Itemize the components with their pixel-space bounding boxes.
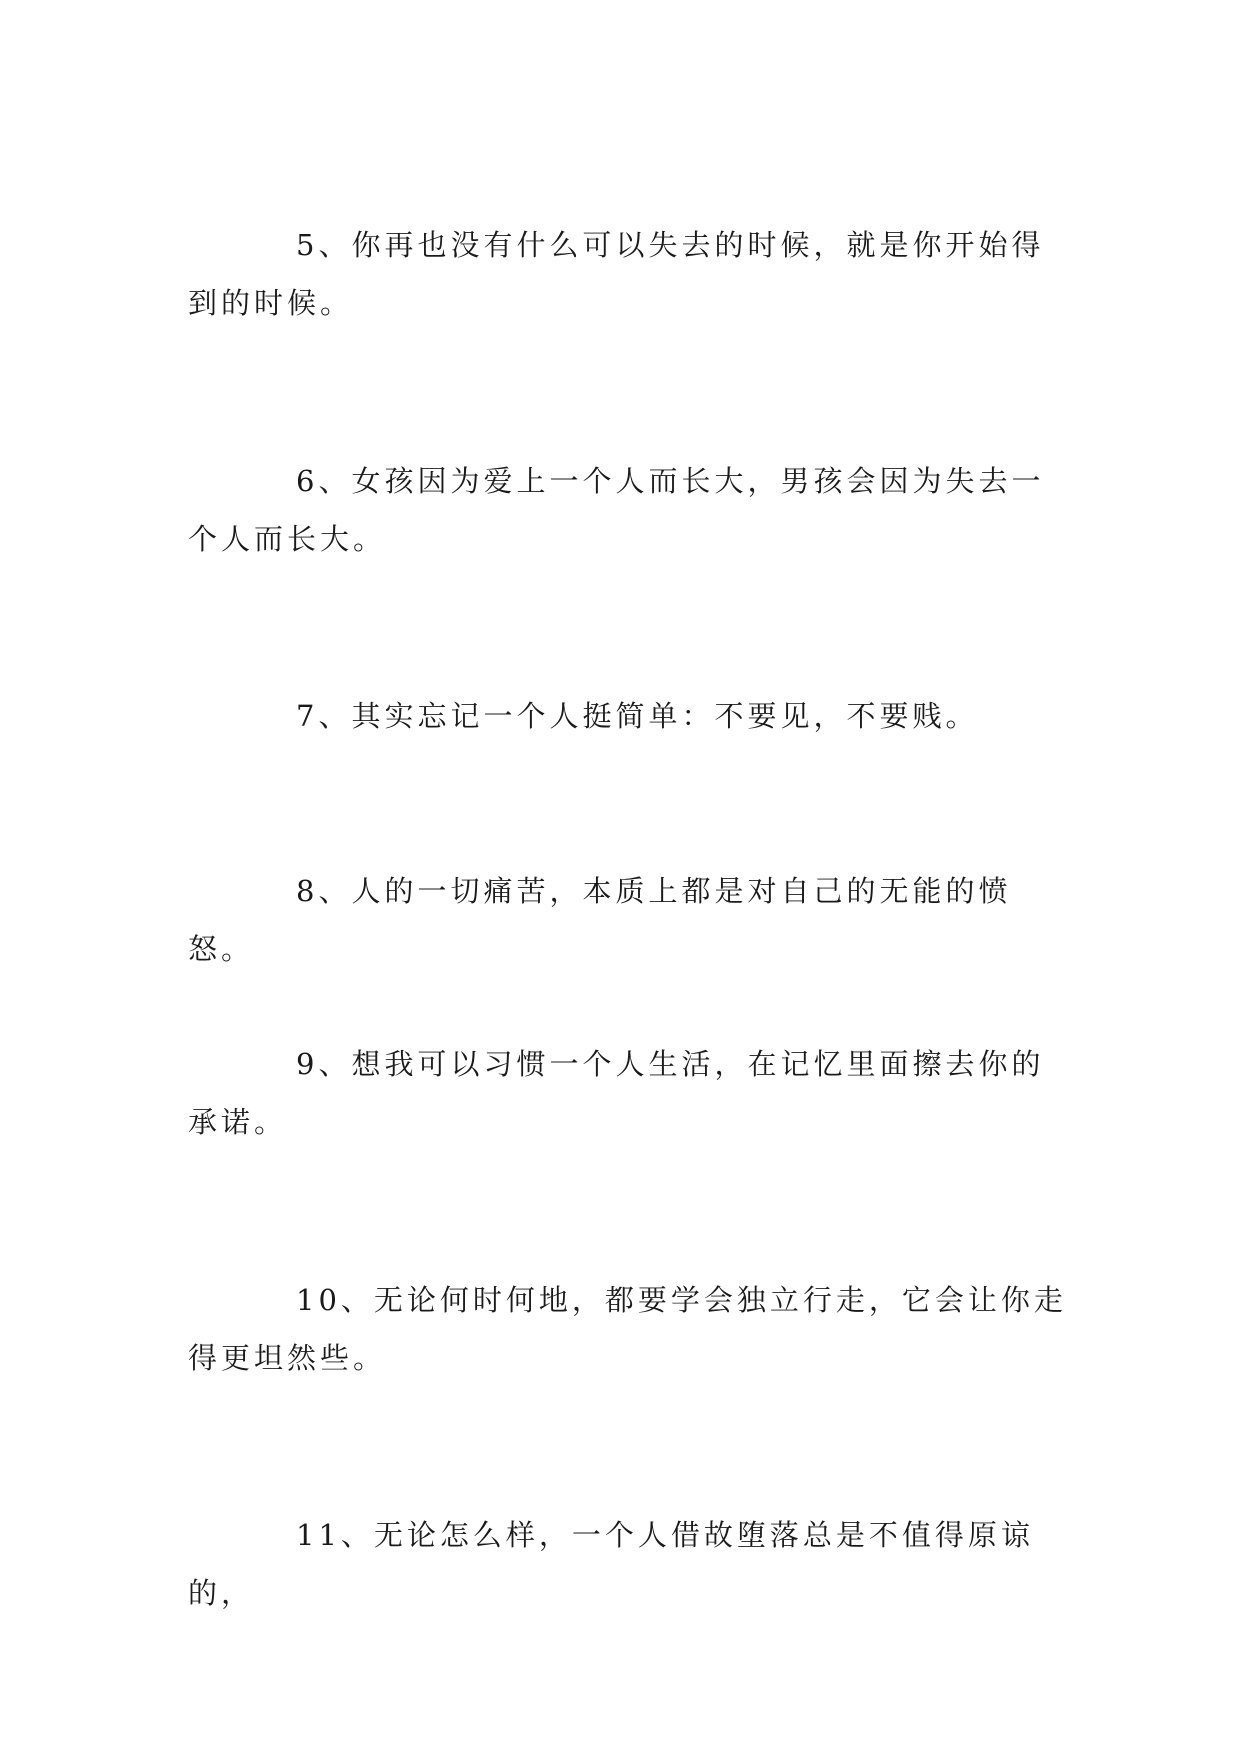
quote-paragraph-9: 9、想我可以习惯一个人生活，在记忆里面擦去你的承诺。	[188, 1047, 1045, 1139]
quote-paragraph-10: 10、无论何时何地，都要学会独立行走，它会让你走得更坦然些。	[188, 1283, 1067, 1375]
quote-paragraph-8: 8、人的一切痛苦，本质上都是对自己的无能的愤怒。	[188, 874, 1012, 966]
quote-paragraph-7: 7、其实忘记一个人挺简单：不要见，不要贱。	[296, 699, 979, 733]
quote-paragraph-11: 11、无论怎么样，一个人借故堕落总是不值得原谅的，	[188, 1518, 1034, 1610]
quote-paragraph-5: 5、你再也没有什么可以失去的时候，就是你开始得到的时候。	[188, 228, 1045, 320]
quote-paragraph-6: 6、女孩因为爱上一个人而长大，男孩会因为失去一个人而长大。	[188, 464, 1045, 556]
